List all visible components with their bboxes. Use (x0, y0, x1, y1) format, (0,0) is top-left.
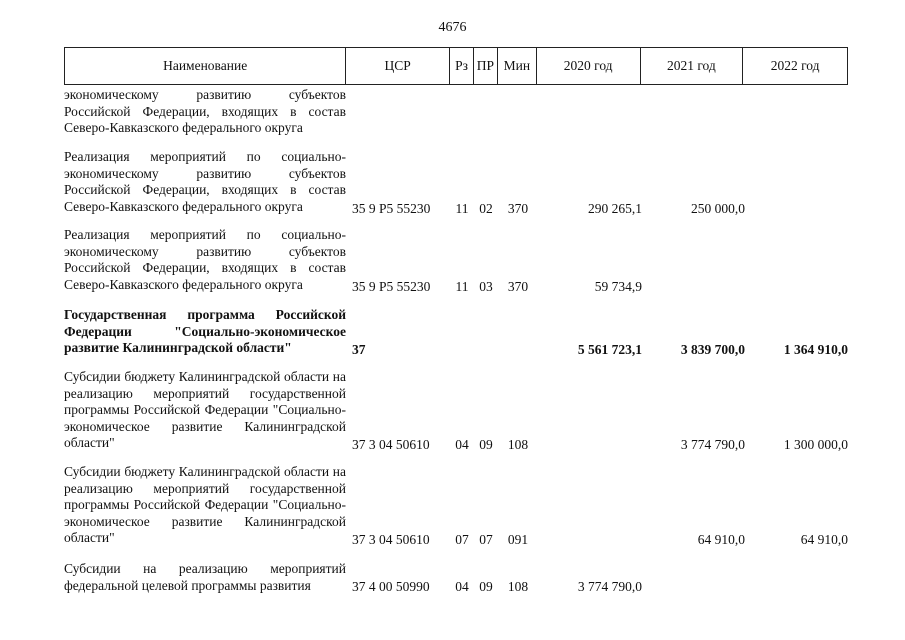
header-2022: 2022 год (770, 58, 820, 73)
row-pr: 02 (479, 201, 493, 216)
row-name: Реализация мероприятий по социально-экономическому развитию субъектов Российской Федерации, входящих в состав Северо-Кавказского федерального округа (64, 227, 346, 292)
row-2020: 59 734,9 (594, 279, 642, 294)
row-min: 108 (507, 579, 529, 594)
page-number: 4676 (438, 20, 467, 35)
row-rz: 11 (455, 201, 469, 216)
row-csr: 35 9 P5 55230 (352, 201, 431, 216)
row-2020: 3 774 790,0 (577, 579, 642, 594)
header-name: Наименование (65, 48, 346, 84)
row-min: 091 (507, 532, 529, 547)
header-2020: 2020 год (537, 48, 641, 84)
row-rz: 04 (455, 437, 469, 452)
row-2022: 1 300 000,0 (783, 437, 848, 452)
row-min: 108 (507, 437, 529, 452)
header-rz: Рз (450, 48, 474, 84)
row-pr: 09 (479, 437, 493, 452)
row-name: Субсидии бюджету Калининградской области на реализацию мероприятий государственной программы Российской Федерации "Социально-экономическое развитие Калининградской области" (64, 464, 346, 545)
row-2021: 64 910,0 (697, 532, 745, 547)
header-pr: ПР (474, 48, 498, 84)
row-min: 370 (507, 279, 529, 294)
table-row (64, 369, 848, 453)
row-2022: 64 910,0 (800, 532, 848, 547)
row-2021: 3 839 700,0 (680, 342, 745, 357)
row-rz: 04 (455, 579, 469, 594)
table-row (64, 561, 848, 595)
header-min: Мин (498, 48, 537, 84)
header-csr: ЦСР (346, 48, 450, 84)
row-2021: 250 000,0 (691, 201, 745, 216)
row-csr: 35 9 P5 55230 (352, 279, 431, 294)
row-2020: 5 561 723,1 (577, 342, 642, 357)
row-name: Субсидии бюджету Калининградской области на реализацию мероприятий государственной программы Российской Федерации "Социально-экономическое развитие Калининградской области" (64, 369, 346, 450)
row-rz: 11 (455, 279, 469, 294)
row-name: Государственная программа Российской Федерации "Социально-экономическое развитие Калининградской области" (64, 307, 346, 355)
row-name: Субсидии на реализацию мероприятий федеральной целевой программы развития (64, 561, 346, 593)
row-min: 370 (507, 201, 529, 216)
table-header (64, 47, 848, 85)
row-name: экономическому развитию субъектов Российской Федерации, входящих в состав Северо-Кавказского федерального округа (64, 87, 346, 135)
table-row (64, 87, 848, 137)
row-rz: 07 (455, 532, 469, 547)
row-csr: 37 (352, 342, 366, 357)
header-2021: 2021 год (641, 48, 744, 84)
row-csr: 37 3 04 50610 (352, 437, 430, 452)
table-row (64, 149, 848, 217)
table-row (64, 227, 848, 295)
table-row (64, 464, 848, 548)
row-csr: 37 3 04 50610 (352, 532, 430, 547)
row-2021: 3 774 790,0 (680, 437, 745, 452)
row-2022: 1 364 910,0 (783, 342, 848, 357)
row-pr: 07 (479, 532, 493, 547)
row-name: Реализация мероприятий по социально-экономическому развитию субъектов Российской Федерации, входящих в состав Северо-Кавказского федерального округа (64, 149, 346, 214)
row-2020: 290 265,1 (588, 201, 642, 216)
table-row (64, 307, 848, 358)
row-pr: 03 (479, 279, 493, 294)
row-pr: 09 (479, 579, 493, 594)
row-csr: 37 4 00 50990 (352, 579, 430, 594)
